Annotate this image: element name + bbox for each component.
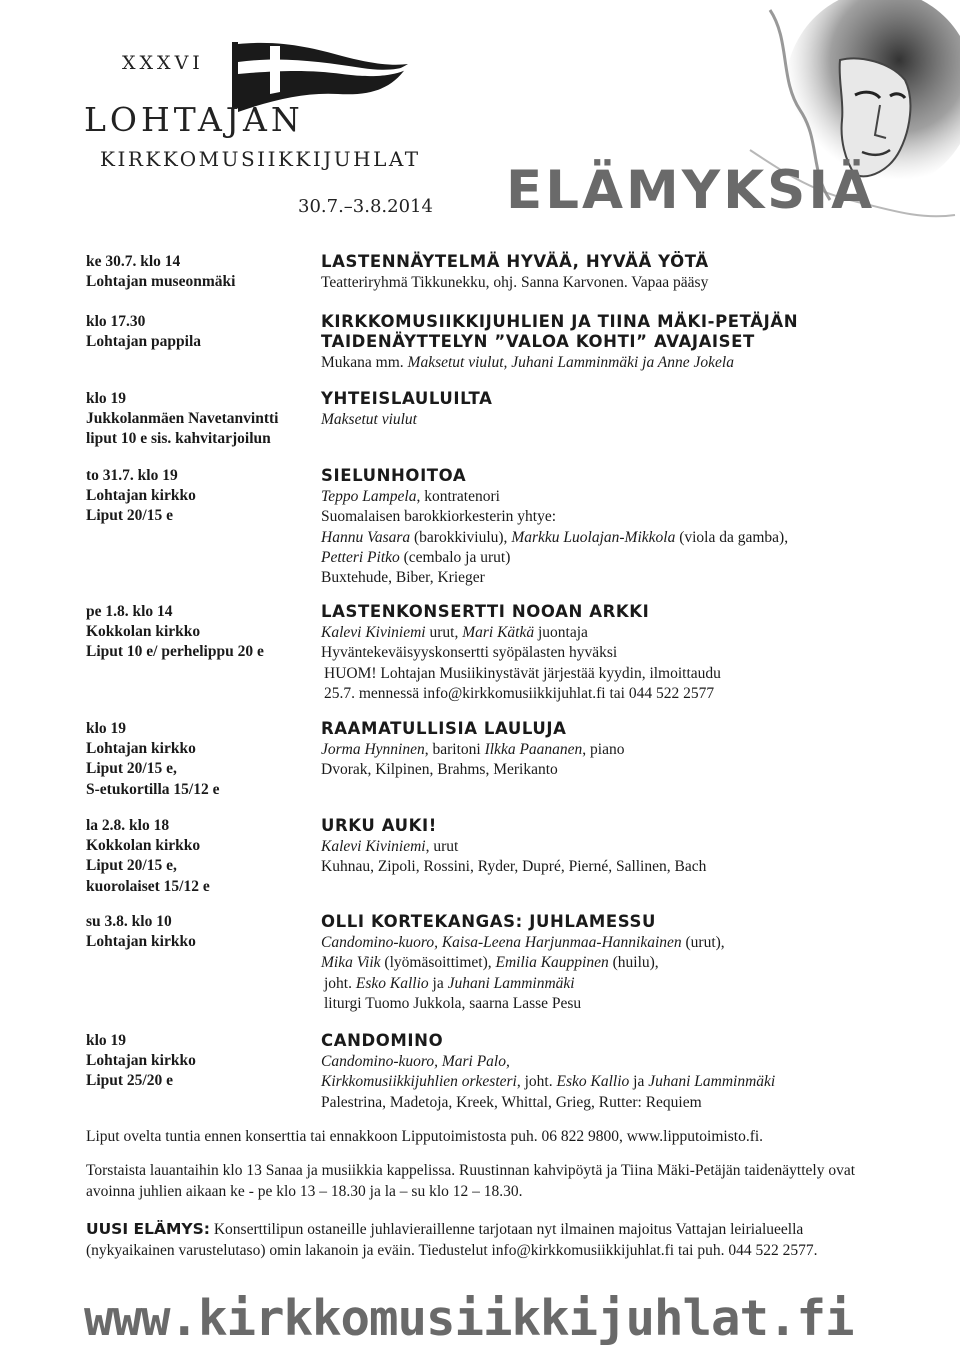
event-detail-line: Candomino-kuoro, Kaisa-Leena Harjunmaa-Hannikainen (urut), <box>321 934 725 952</box>
event-detail-line: Kirkkomusiikkijuhlien orkesteri, joht. Esko Kallio ja Juhani Lamminmäki <box>321 1073 776 1091</box>
event-when <box>86 602 314 663</box>
event-title: LASTENKONSERTTI NOOAN ARKKI <box>321 602 650 621</box>
event-when-line: Liput 20/15 e <box>86 507 173 525</box>
tickets-info: Liput ovelta tuntia ennen konserttia tai ennakkoon Lipputoimistosta puh. 06 822 9800, www.lipputoimisto.fi. <box>86 1128 764 1145</box>
event-when-line: Lohtajan pappila <box>86 333 202 351</box>
event-detail-line: Kuhnau, Zipoli, Rossini, Ryder, Dupré, Pierné, Sallinen, Bach <box>321 858 707 876</box>
event-detail-line: Maksetut viulut <box>321 411 417 429</box>
event-detail-line: Teatteriryhmä Tikkunekku, ohj. Sanna Karvonen. Vapaa pääsy <box>321 274 709 292</box>
event-when <box>86 389 314 450</box>
website-link[interactable]: www.kirkkomusiikkijuhlat.fi <box>84 1290 854 1347</box>
event-when-line: Liput 20/15 e, <box>86 857 177 875</box>
event-when-line: la 2.8. klo 18 <box>86 817 170 834</box>
festival-subtitle: KIRKKOMUSIIKKIJUHLAT <box>100 147 421 171</box>
festival-name: LOHTAJAN <box>84 100 304 139</box>
event-detail-line: Kalevi Kiviniemi urut, Mari Kätkä juontaja <box>321 624 588 642</box>
event-when <box>86 252 314 292</box>
event-when-line: Kokkolan kirkko <box>86 837 201 855</box>
event-title: URKU AUKI! <box>321 816 437 835</box>
edition-number: XXXVI <box>122 52 204 74</box>
event-title: RAAMATULLISIA LAULUJA <box>321 719 567 738</box>
event-description <box>321 466 931 588</box>
event-title: SIELUNHOITOA <box>321 466 467 485</box>
event-when <box>86 312 314 352</box>
event-when-line: klo 19 <box>86 1032 127 1049</box>
weekday-info: Torstaista lauantaihin klo 13 Sanaa ja musiikkia kappelissa. Ruustinnan kahvipöytä ja Tiina Mäki-Petäjän taidenäyttely ovat avoinna juhlien aikaan ke - pe klo 13 – 18.30 ja la – su klo 12 – 18.30. <box>86 1162 856 1200</box>
event-when-line: Liput 25/20 e <box>86 1072 173 1090</box>
event-detail-line: Candomino-kuoro, Mari Palo, <box>321 1053 510 1071</box>
event-when-line: klo 19 <box>86 720 127 737</box>
event-detail-line: Mukana mm. Maksetut viulut, Juhani Lamminmäki ja Anne Jokela <box>321 354 734 372</box>
event-when <box>86 912 314 952</box>
event-description <box>321 1031 931 1113</box>
event-detail-line: 25.7. mennessä info@kirkkomusiikkijuhlat.fi tai 044 522 2577 <box>324 684 715 702</box>
event-title: LASTENNÄYTELMÄ HYVÄÄ, HYVÄÄ YÖTÄ <box>321 252 709 271</box>
event-description <box>321 719 931 781</box>
event-when-line: Lohtajan museonmäki <box>86 273 236 291</box>
event-detail-line: Kalevi Kiviniemi, urut <box>321 838 459 856</box>
event-detail-line: Suomalaisen barokkiorkesterin yhtye: <box>321 508 557 526</box>
event-description <box>321 389 931 430</box>
event-title: YHTEISLAULUILTA <box>321 389 493 408</box>
event-when-line: Lohtajan kirkko <box>86 740 196 758</box>
event-when-line: Lohtajan kirkko <box>86 1052 196 1070</box>
event-title: TAIDENÄYTTELYN ”VALOA KOHTI” AVAJAISET <box>321 332 755 352</box>
festival-dates: 30.7.–3.8.2014 <box>298 196 433 217</box>
event-when <box>86 719 314 800</box>
event-when <box>86 466 314 527</box>
event-when-line: to 31.7. klo 19 <box>86 467 178 484</box>
event-detail-line: Mika Viik (lyömäsoittimet), Emilia Kauppinen (huilu), <box>321 954 659 972</box>
event-description <box>321 816 931 878</box>
event-detail-line: Palestrina, Madetoja, Kreek, Whittal, Grieg, Rutter: Requiem <box>321 1093 702 1111</box>
event-when-line: Lohtajan kirkko <box>86 933 196 951</box>
event-when-line: Liput 20/15 e, <box>86 760 177 778</box>
new-experience-text: Konserttilipun ostaneille juhlavieraillenne tarjotaan nyt ilmainen majoitus Vattajan leirialueella (nykyaikainen varustelutaso) omin lakanoin ja eväin. Tiedustelut info@kirkkomusiikkijuhlat.fi tai puh. 044 522 2577. <box>86 1221 818 1259</box>
event-when-line: liput 10 e sis. kahvitarjoilun <box>86 430 271 448</box>
event-detail-line: Teppo Lampela, kontratenori <box>321 488 500 506</box>
event-when-line: Kokkolan kirkko <box>86 623 201 641</box>
event-detail-line: Hyväntekeväisyyskonsertti syöpälasten hyväksi <box>321 644 618 662</box>
event-when-line: pe 1.8. klo 14 <box>86 603 173 620</box>
event-when-line: Liput 10 e/ perhelippu 20 e <box>86 643 264 661</box>
event-when-line: su 3.8. klo 10 <box>86 913 172 930</box>
event-title: CANDOMINO <box>321 1031 444 1050</box>
event-detail-line: HUOM! Lohtajan Musiikinystävät järjestää kyydin, ilmoittaudu <box>324 664 721 682</box>
event-detail-line: joht. Esko Kallio ja Juhani Lamminmäki <box>324 974 575 992</box>
new-experience-label: UUSI ELÄMYS: <box>86 1220 210 1238</box>
event-description <box>321 912 931 1014</box>
event-detail-line: Dvorak, Kilpinen, Brahms, Merikanto <box>321 761 558 779</box>
new-experience-info <box>86 1219 886 1261</box>
event-when-line: kuorolaiset 15/12 e <box>86 877 210 895</box>
event-when <box>86 1031 314 1092</box>
event-title: KIRKKOMUSIIKKIJUHLIEN JA TIINA MÄKI-PETÄJÄN <box>321 312 799 331</box>
event-when-line: Jukkolanmäen Navetanvintti <box>86 410 279 428</box>
event-title: OLLI KORTEKANGAS: JUHLAMESSU <box>321 912 656 931</box>
event-description <box>321 252 931 293</box>
event-detail-line: Buxtehude, Biber, Krieger <box>321 569 485 587</box>
event-when <box>86 816 314 897</box>
event-detail-line: Hannu Vasara (barokkiviulu), Markku Luolajan-Mikkola (viola da gamba), <box>321 528 789 546</box>
event-when-line: klo 19 <box>86 390 127 407</box>
event-detail-line: Jorma Hynninen, baritoni Ilkka Paananen, piano <box>321 741 625 759</box>
tagline: ELÄMYKSIÄ <box>506 160 876 221</box>
event-description <box>321 602 931 704</box>
event-when-line: S-etukortilla 15/12 e <box>86 780 220 798</box>
event-detail-line: Petteri Pitko (cembalo ja urut) <box>321 548 511 566</box>
event-when-line: ke 30.7. klo 14 <box>86 253 181 270</box>
event-description <box>321 312 931 374</box>
event-detail-line: liturgi Tuomo Jukkola, saarna Lasse Pesu <box>324 994 582 1012</box>
event-when-line: klo 17.30 <box>86 313 146 330</box>
event-when-line: Lohtajan kirkko <box>86 487 196 505</box>
